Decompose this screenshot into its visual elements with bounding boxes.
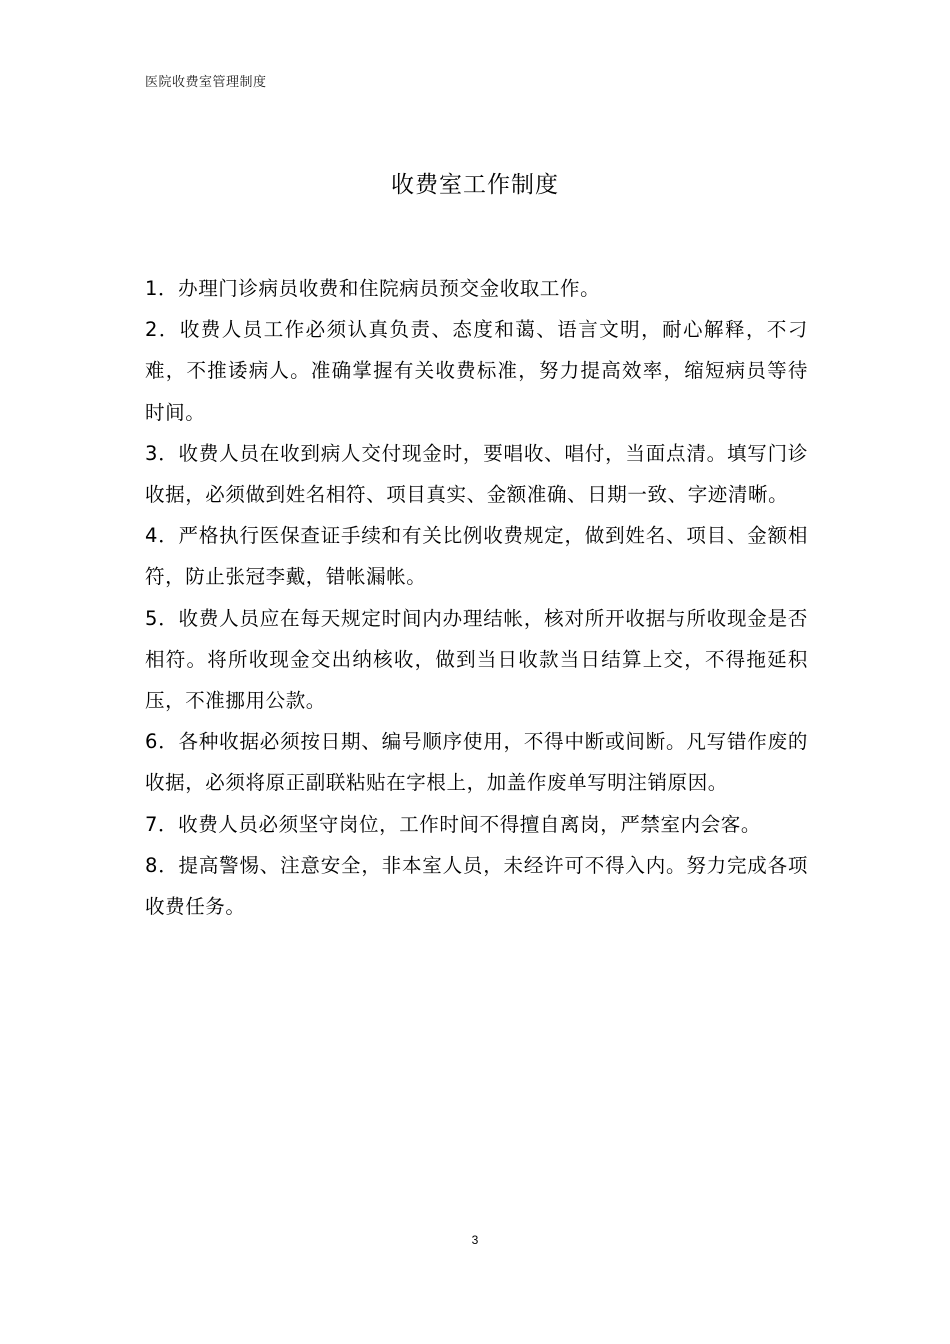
page-number: 3 <box>471 1233 479 1247</box>
rules-list <box>145 268 808 927</box>
running-header: 医院收费室管理制度 <box>145 75 267 90</box>
rule-item-5: 5．收费人员应在每天规定时间内办理结帐，核对所开收据与所收现金是否相符。将所收现金交出纳核收，做到当日收款当日结算上交，不得拖延积压，不准挪用公款。 <box>145 606 808 713</box>
rule-item-4: 4．严格执行医保查证手续和有关比例收费规定，做到姓名、项目、金额相符，防止张冠李戴，错帐漏帐。 <box>145 524 808 589</box>
rule-item-2: 2．收费人员工作必须认真负责、态度和蔼、语言文明，耐心解释，不刁难，不推诿病人。准确掌握有关收费标准，努力提高效率，缩短病员等待时间。 <box>145 318 808 424</box>
rule-item-6: 6．各种收据必须按日期、编号顺序使用，不得中断或间断。凡写错作废的收据，必须将原正副联粘贴在字根上，加盖作废单写明注销原因。 <box>145 730 808 795</box>
rule-item-1: 1．办理门诊病员收费和住院病员预交金收取工作。 <box>145 277 601 300</box>
rule-item-7: 7．收费人员必须坚守岗位，工作时间不得擅自离岗，严禁室内会客。 <box>145 812 762 836</box>
document-title: 收费室工作制度 <box>391 172 559 198</box>
rule-item-8: 8．提高警惕、注意安全，非本室人员，未经许可不得入内。努力完成各项收费任务。 <box>145 853 808 919</box>
rule-item-3: 3．收费人员在收到病人交付现金时，要唱收、唱付，当面点清。填写门诊收据，必须做到姓名相符、项目真实、金额准确、日期一致、字迹清晰。 <box>145 441 808 507</box>
